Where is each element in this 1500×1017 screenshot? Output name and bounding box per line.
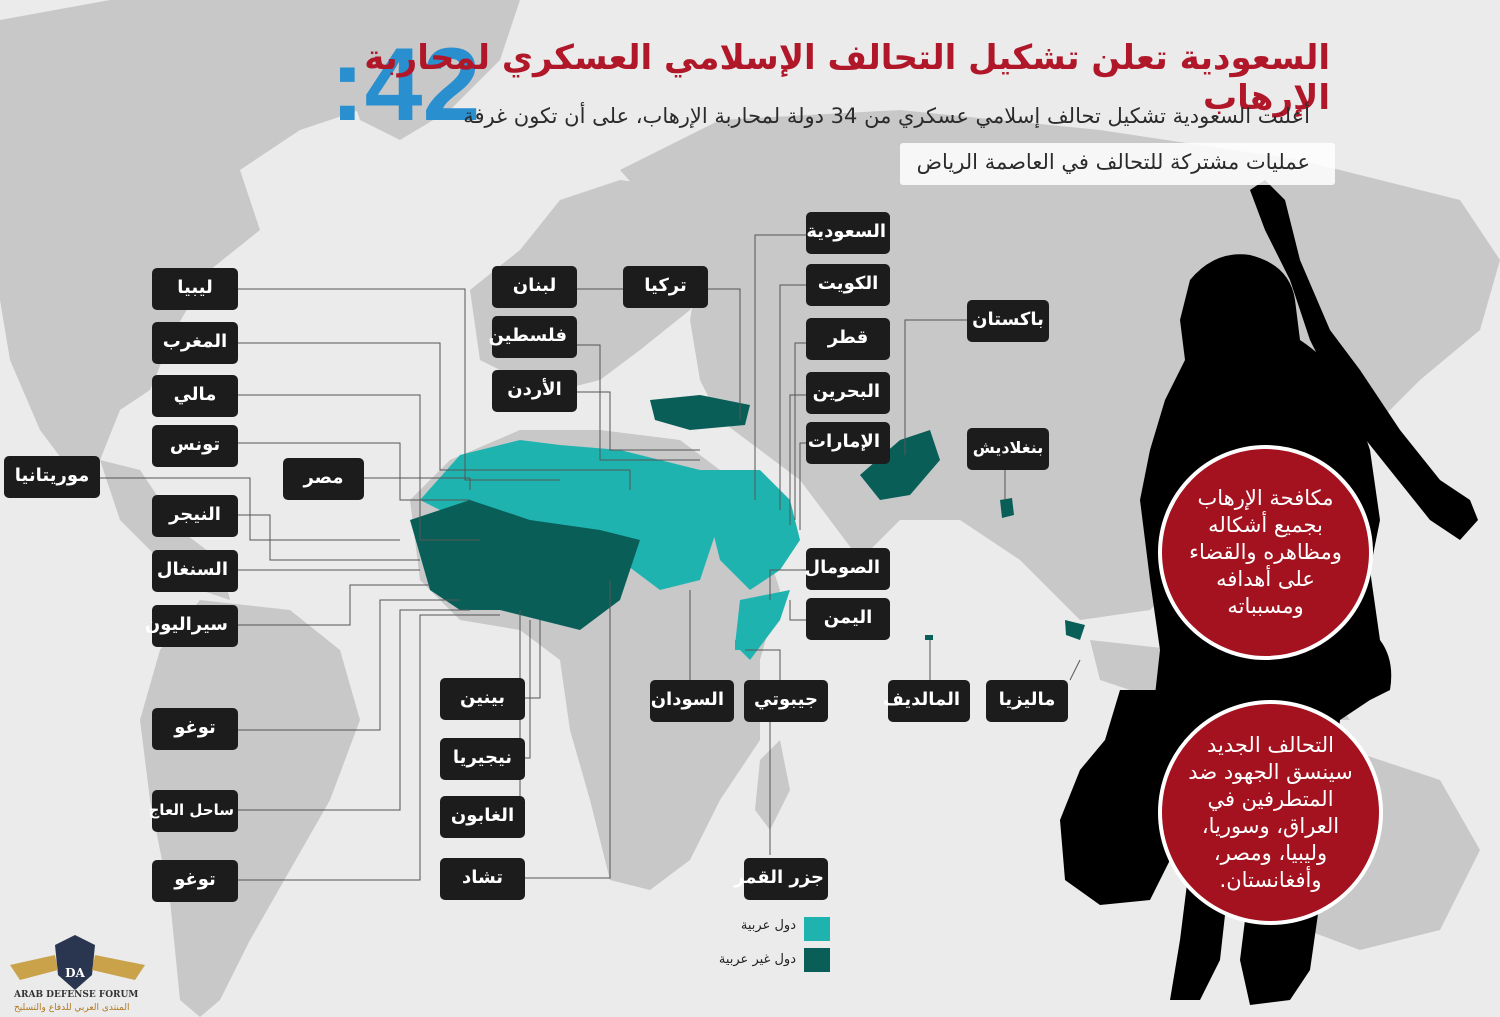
label-qatar: قطر <box>806 318 890 360</box>
label-somalia: الصومال <box>806 548 890 590</box>
label-kuwait: الكويت <box>806 264 890 306</box>
label-benin: بينين <box>440 678 525 720</box>
label-malaysia: ماليزيا <box>986 680 1068 722</box>
subtitle-line-1: أعلنت السعودية تشكيل تحالف إسلامي عسكري من 34 دولة لمحاربة الإرهاب، على أن تكون غرفة <box>463 104 1310 128</box>
subtitle-line-2: عمليات مشتركة للتحالف في العاصمة الرياض <box>916 150 1310 174</box>
label-togo-2: توغو <box>152 860 238 902</box>
label-morocco: المغرب <box>152 322 238 364</box>
label-uae: الإمارات <box>806 422 890 464</box>
label-saudi-arabia: السعودية <box>806 212 890 254</box>
label-nigeria: نيجيريا <box>440 738 525 780</box>
label-yemen: اليمن <box>806 598 890 640</box>
watermark-line-1: ARAB DEFENSE FORUM <box>14 990 139 1000</box>
label-turkey: تركيا <box>623 266 708 308</box>
label-djibouti: جيبوتي <box>744 680 828 722</box>
info-circle-bottom-text: التحالف الجديد سينسق الجهود ضد المتطرفين في العراق، وسوريا، وليبيا، ومصر، وأفغانستان. <box>1188 732 1353 892</box>
bangladesh-region <box>1000 498 1014 518</box>
label-libya: ليبيا <box>152 268 238 310</box>
malaysia-region <box>1065 620 1085 640</box>
maldives-region <box>925 635 933 640</box>
svg-text:DA: DA <box>65 966 85 980</box>
24-logo <box>195 27 481 143</box>
info-circle-bottom <box>1158 700 1383 925</box>
legend-label-arab: دول عربية <box>740 918 796 933</box>
label-maldives: المالديف <box>888 680 970 722</box>
madagascar-land <box>755 740 790 830</box>
label-gabon: الغابون <box>440 796 525 838</box>
legend-swatch-non-arab <box>804 948 830 972</box>
page-title: السعودية تعلن تشكيل التحالف الإسلامي العسكري لمحاربة الإرهاب <box>364 38 1330 118</box>
info-circle-top-text: مكافحة الإرهاب بجميع أشكاله ومظاهره والقضاء على أهدافه ومسبباته <box>1189 486 1342 618</box>
label-sudan: السودان <box>650 680 734 722</box>
label-senegal: السنغال <box>152 550 238 592</box>
label-tunisia: تونس <box>152 425 238 467</box>
label-chad: تشاد <box>440 858 525 900</box>
watermark-line-2: المنتدى العربي للدفاع والتسليح <box>14 1003 130 1013</box>
label-bangladesh: بنغلاديش <box>967 428 1049 470</box>
legend-swatch-arab <box>804 917 830 941</box>
label-niger: النيجر <box>152 495 238 537</box>
label-lebanon: لبنان <box>492 266 577 308</box>
comoros-region <box>735 640 745 650</box>
label-togo-1: توغو <box>152 708 238 750</box>
label-comoros: جزر القمر <box>744 858 828 900</box>
label-egypt: مصر <box>283 458 364 500</box>
legend-label-non-arab: دول غير عربية <box>718 952 796 967</box>
label-sierra-leone: سيراليون <box>152 605 238 647</box>
label-palestine: فلسطين <box>492 316 577 358</box>
label-mali: مالي <box>152 375 238 417</box>
label-jordan: الأردن <box>492 370 577 412</box>
logo-text: 24: <box>330 27 481 143</box>
label-ivory-coast: ساحل العاج <box>152 790 238 832</box>
label-mauritania: موريتانيا <box>4 456 100 498</box>
label-bahrain: البحرين <box>806 372 890 414</box>
label-pakistan: باكستان <box>967 300 1049 342</box>
info-circle-top <box>1158 445 1373 660</box>
